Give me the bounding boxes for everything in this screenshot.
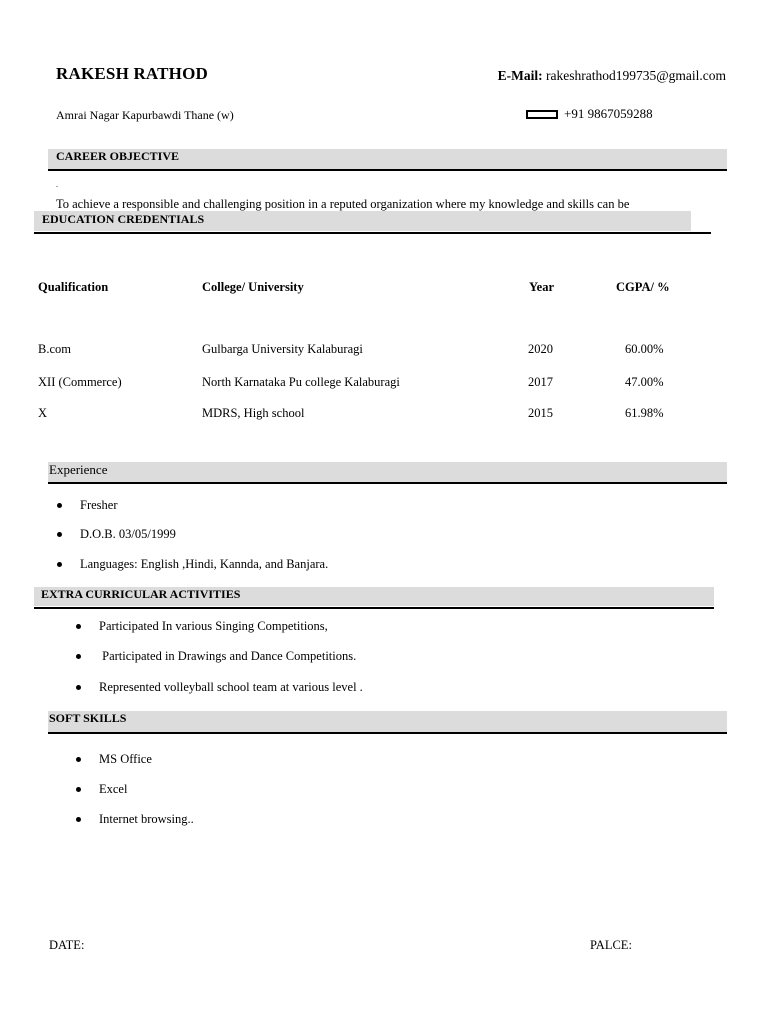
- career-objective-text: To achieve a responsible and challenging position in a reputed organization where my knowledge and skills can be: [56, 197, 630, 211]
- extra-curricular-heading: EXTRA CURRICULAR ACTIVITIES: [34, 587, 714, 609]
- email-address[interactable]: rakeshrathod199735@gmail.com: [545, 68, 726, 83]
- cell-cgpa: 47.00%: [625, 375, 664, 389]
- cell-qualification: B.com: [38, 342, 71, 356]
- list-item: [76, 619, 328, 634]
- stray-dot: .: [56, 180, 58, 189]
- list-item: [57, 527, 176, 542]
- list-item-text: Participated in Drawings and Dance Competitions.: [99, 649, 357, 663]
- cell-college: North Karnataka Pu college Kalaburagi: [202, 375, 400, 389]
- list-item: [76, 812, 194, 827]
- bullet-icon: [57, 503, 62, 508]
- list-item-text: Languages: English ,Hindi, Kannda, and Banjara.: [80, 557, 329, 571]
- bullet-icon: [76, 757, 81, 762]
- list-item: [76, 782, 127, 797]
- date-label: DATE:: [49, 938, 85, 952]
- bullet-icon: [76, 817, 81, 822]
- list-item-text: MS Office: [99, 752, 152, 766]
- cell-college: Gulbarga University Kalaburagi: [202, 342, 363, 356]
- list-item-text: Excel: [99, 782, 128, 796]
- list-item-text: D.O.B. 03/05/1999: [80, 527, 176, 541]
- list-item-text: Represented volleyball school team at various level .: [99, 680, 363, 694]
- phone-number: +91 9867059288: [564, 106, 653, 121]
- bullet-icon: [57, 532, 62, 537]
- column-header-cgpa: CGPA/ %: [616, 280, 670, 294]
- column-header-year: Year: [529, 280, 554, 294]
- list-item: [76, 752, 152, 767]
- bullet-icon: [76, 654, 81, 659]
- list-item-text: Internet browsing..: [99, 812, 194, 826]
- list-item: [57, 557, 328, 572]
- email-line: [498, 68, 726, 84]
- column-header-qualification: Qualification: [38, 280, 109, 294]
- candidate-name: RAKESH RATHOD: [56, 64, 208, 83]
- list-item-text: Participated In various Singing Competitions,: [99, 619, 328, 633]
- education-heading: EDUCATION CREDENTIALS: [34, 211, 711, 234]
- phone-icon: [526, 110, 558, 119]
- cell-qualification: X: [38, 406, 48, 420]
- phone-line: [526, 106, 653, 122]
- cell-cgpa: 61.98%: [625, 406, 664, 420]
- cell-qualification: XII (Commerce): [38, 375, 122, 389]
- bullet-icon: [57, 562, 62, 567]
- list-item: [57, 498, 118, 513]
- cell-cgpa: 60.00%: [625, 342, 664, 356]
- soft-skills-heading: SOFT SKILLS: [48, 711, 727, 734]
- cell-college: MDRS, High school: [202, 406, 305, 420]
- cell-year: 2015: [528, 406, 553, 420]
- experience-heading: Experience: [48, 462, 727, 484]
- column-header-college: College/ University: [202, 280, 304, 294]
- bullet-icon: [76, 624, 81, 629]
- career-objective-heading: CAREER OBJECTIVE: [48, 149, 727, 171]
- list-item: [76, 680, 363, 695]
- list-item: [76, 649, 356, 664]
- list-item-text: Fresher: [80, 498, 118, 512]
- address: Amrai Nagar Kapurbawdi Thane (w): [56, 108, 234, 122]
- cell-year: 2017: [528, 375, 553, 389]
- email-label: E-Mail:: [497, 68, 543, 83]
- place-label: PALCE:: [590, 938, 632, 952]
- bullet-icon: [76, 787, 81, 792]
- cell-year: 2020: [528, 342, 553, 356]
- bullet-icon: [76, 685, 81, 690]
